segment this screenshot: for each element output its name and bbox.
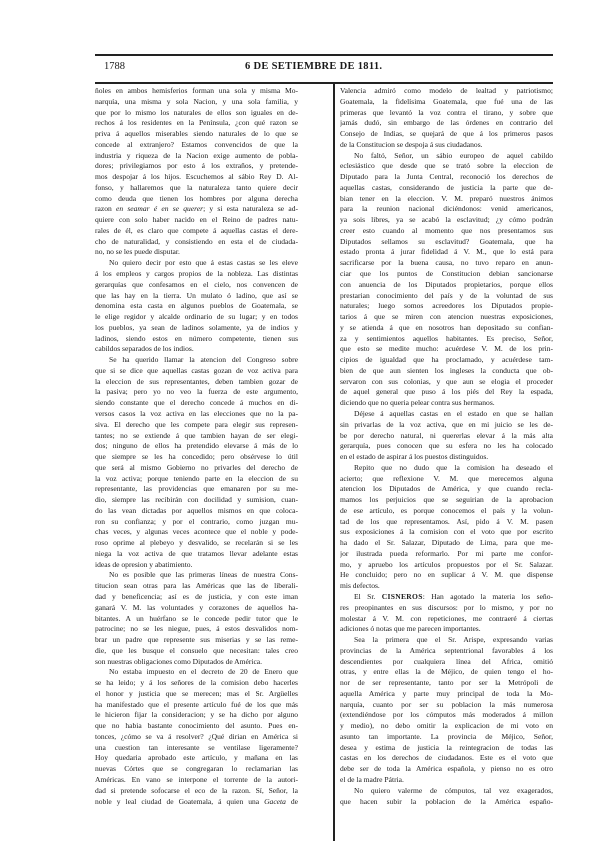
page-number: 1788 [104,61,125,72]
text-line [95,204,298,215]
text-run: ñoles en ambos hemisferios forman una sola y misma Mo- [95,86,298,95]
text-line [340,280,553,291]
text-line [95,646,298,657]
text-run: molestar á V. M. con repeticiones, me contraeré á ciertas [340,613,553,623]
text-run: ladinos, siendo estos en número competente, tienen sus [95,333,298,343]
text-line [95,517,298,528]
text-line [340,237,553,248]
text-run: Valencia admiró como modelo de lealtad y patriotismo; [340,86,553,95]
text-run: la eleccion de sus representantes, deben tambien gozar de [95,376,298,386]
text-run: con anuencia de los Diputados propietarios, porque ellos [340,279,553,289]
text-run: aquellas castas, considerando de justicia la parte que de- [340,182,553,192]
text-run: prestarian conocimiento del país y de la voluntad de sus [340,290,553,300]
text-line [95,420,298,431]
text-line [95,506,298,517]
text-run: Diputados sellamos su esclavitud? Goatemala, que ha [340,236,553,246]
text-line [95,495,298,506]
text-line [95,786,298,797]
text-line [95,635,298,646]
text-line [340,495,553,506]
text-run: tantes; no se extiende á que tambien hayan de ser elegi- [95,430,298,440]
text-run: He concluido; pero no en suplicar á V. M. que dispense [340,570,553,580]
text-run: no, no se les puede disputar. [95,247,180,257]
text-line [95,732,298,743]
text-run: industria y riqueza de la Nacion exige aumento de pobla- [95,150,298,160]
text-run: cho de naturalidad, y consistiendo en esta el de ciudada- [95,236,298,246]
text-run: debe ser de toda la América española, y pienso no es otro [340,764,553,774]
text-line [95,355,298,366]
text-run: á los empleos y cargos propios de la nobleza. Las distintas [95,269,298,279]
italic-phrase: Gaceta [264,796,286,806]
text-line [95,312,298,323]
text-line [340,247,553,258]
text-line [340,646,553,657]
text-run: razon [95,204,116,214]
text-line [340,710,553,721]
text-run: el de la madre Pátria. [340,775,404,784]
text-run: gerarquías que confesamos en el cielo, nos convencen de [95,279,298,289]
text-line [95,592,298,603]
text-line [95,140,298,151]
text-run: za y sentimientos aquellos habitantes. Es preciso, Señor, [340,333,553,343]
text-run: noble y leal ciudad de Goatemala, á quien una [95,796,265,806]
text-run: sin privarlas de la voz activa, que en mi juicio se les de- [340,419,553,429]
text-line [340,560,553,571]
text-line [340,517,553,528]
text-line [340,183,553,194]
text-run: servaron con sus colonias, y que aun se elogia el proceder [340,376,553,386]
text-run: ha manifestado que el presente artículo fué de los que más [95,699,298,709]
text-run: mamos los perjuicios que se seguirian de la aprobacion [340,495,553,505]
text-line [340,226,553,237]
text-run: versos casos la voz activa en las elecciones que no la pa- [95,408,298,418]
text-run: de aquel general que puso á los piés del Rey la espada, [340,387,553,397]
text-run: dad y beneficencia; así es de justicia, y con este iman [95,591,298,601]
text-line [340,377,553,388]
text-line [340,334,553,345]
text-run: diciendo que no queria pelear contra sus hermanos. [340,398,495,408]
running-head-date: 6 DE SETIEMBRE DE 1811. [245,61,383,72]
text-run: siva. El derecho que les compete para elegir sus represen- [95,419,298,429]
text-line [95,441,298,452]
text-line [340,538,553,549]
page-header [95,54,553,84]
text-run: bian tener en la eleccion. V. M. preparó nuestros ánimos [340,193,553,203]
text-run: que será al mismo Gobierno no privarles del derecho de [95,462,298,472]
text-line [95,237,298,248]
text-run: eclesiástico que desde que se trató sobre la eleccion de [340,161,553,171]
text-run: tarios á que se miren con atencion nuestras exposiciones, [340,312,553,322]
text-line [95,527,298,538]
text-run: quiere con solo haber nacido en el Reino de padres natu- [95,215,298,225]
text-run: representante, las providencias que emanaren por su me- [95,484,298,494]
text-line [340,797,553,808]
text-line [340,635,553,646]
text-run: die, que les busque el consuelo que necesitan: tales creo [95,645,298,655]
text-run: ideas de opresion y abatimiento. [95,559,193,569]
text-line [95,764,298,775]
text-line [340,700,553,711]
text-line [95,97,298,108]
text-line [340,624,553,635]
text-run: jamás dudó, sin embargo de las órdenes en contrario del [340,118,553,128]
text-line [340,743,553,754]
text-line [340,291,553,302]
text-line [95,409,298,420]
text-run: No quiero valerme de cómputos, tal vez exagerados, [354,785,553,795]
text-run: chas veces, y algunas veces acontece que el noble y pode- [95,527,298,537]
italic-phrase: en seamar é en se querer [116,204,204,214]
text-run: acierto; que reflexione V. M. que merecemos alguna [340,473,553,483]
text-line [340,689,553,700]
text-line [340,194,553,205]
text-run: que esto se medite mucho: acuérdese V. M. de los prin- [340,344,553,354]
text-run: creer esto cuando al momento que nos presentamos sus [340,225,553,235]
text-run: cabildos separados de los indios. [95,344,194,354]
text-line [340,108,553,119]
text-line [340,441,553,452]
text-line [95,247,298,258]
text-line [95,129,298,140]
text-run: adiciones ó notas que me parecen importantes. [340,624,481,634]
text-line [95,560,298,571]
text-line [95,689,298,700]
text-line [340,151,553,162]
text-run: concede al extranjero? Estamos convencidos de que la [95,139,298,149]
text-run: res preopinantes en sus discursos: por lo mismo, y por no [340,602,553,612]
text-line [95,484,298,495]
text-line [95,344,298,355]
text-run: Diputado para la Junta Central, reconoció los derechos de [340,172,553,182]
text-run: otras, y entre ellas la de Méjico, de quien tengo el ho- [340,667,553,677]
text-line [340,129,553,140]
text-run: que hacen subir la poblacion de la América españo- [340,796,553,806]
text-run: cipios de igualdad que ha proclamado, y acuérdese tam- [340,355,553,365]
text-line [340,344,553,355]
text-line [95,183,298,194]
text-run: No faltó, Señor, un sábio europeo de aquel cabildo [354,150,553,160]
text-run: gerarquía, pues conocen que su esfera no les ha colocado [340,441,553,451]
text-line [340,431,553,442]
text-line [340,301,553,312]
text-line [340,570,553,581]
text-run: brar un padre que represente sus miserias y se las reme- [95,635,298,645]
text-line [95,581,298,592]
text-run: en el estado de aspirar á los puestos distinguidos. [340,452,489,462]
text-run: El Sr. [354,591,382,601]
text-run: asunto tan importante. La provincia de Méjico, Señor, [340,731,553,741]
text-line [95,775,298,786]
text-run: estado pronta á jurar fidelidad á V. M., que lo está para [340,247,553,257]
text-run: naturales; luego somos acreedores los Diputados propie- [340,301,553,311]
text-run: la voz activa; porque teniendo parte en la eleccion de su [95,473,298,483]
text-line [340,732,553,743]
text-line [340,527,553,538]
text-run: priva á aquellos miserables siendo naturales de lo que se [95,129,298,139]
text-run: de ese artículo, es porque conocemos el país y la volun- [340,505,553,515]
text-run: son nuestras obligaciones como Diputados de América. [95,656,263,666]
text-run: sacrificarse por la buena causa, no tuvo reparo en anun- [340,258,553,268]
text-line [95,657,298,668]
text-line [95,377,298,388]
text-line [340,215,553,226]
text-line [95,463,298,474]
text-run: atencion los Diputados de América, y que cuando recla- [340,484,553,494]
text-line [340,420,553,431]
text-line [340,603,553,614]
text-line [340,786,553,797]
text-line [95,452,298,463]
text-line [95,387,298,398]
text-run: provincias de la América septentrional favorables á los [340,645,553,655]
text-run: Repito que no dudo que la comision ha deseado el [354,462,553,472]
text-line [95,797,298,808]
text-run: desea y estima de justicia la reintegracion de todas las [340,742,553,752]
text-run: una cuestion tan interesante se ventilase ligeramente? [95,742,298,752]
text-run: que por lo mismo los naturales de ellos son iguales en de- [95,107,298,117]
text-line [340,323,553,334]
text-run: ganará V. M. las voluntades y corazones de aquellos ha- [95,602,298,612]
text-run: el honor y justicia que se merecen; mas el Sr. Argüelles [95,688,298,698]
text-line [340,269,553,280]
text-run: tad de los que representamos. Así, pido á V. M. pasen [340,516,553,526]
text-run: que no habia bastante conocimiento del asunto. Pues en- [95,721,298,731]
text-line [95,538,298,549]
text-line [95,194,298,205]
text-run: dio, siempre las recibirán con docilidad y sumision, cuan- [95,495,298,505]
text-line [340,452,553,463]
text-line [340,581,553,592]
text-run: do las vean dictadas por aquellos mismos en que coloca- [95,505,298,515]
text-line [340,549,553,560]
text-line [340,678,553,689]
text-line [340,86,553,97]
text-run: los pueblos, ya sean de ladinos solamente, ya de indios y [95,322,298,332]
text-line [340,387,553,398]
text-run: mis defectos. [340,581,380,591]
text-run: be por derecho natural, ni quererlas elevar á la más alta [340,430,553,440]
text-run: : Han agotado la materia los seño- [422,591,553,601]
text-run: de la Constitucion se despoja á sus ciudadanos. [340,139,483,149]
text-run: descendientes por cualquiera línea del Africa, omitió [340,656,553,666]
text-run: bien de que aun sienten los ingleses la conducta que ob- [340,365,553,375]
text-run: nuevas Córtes que se congregaran lo reclamarian las [95,764,298,774]
text-run: Consejo de Indias, se quejará de que á los primeros pasos [340,129,553,139]
text-run: como deuda que tienen los hombres por alguna derecha [95,193,298,203]
text-run: mo, y apruebo los artículos propuestos por el Sr. Salazar. [340,559,553,569]
text-line [340,463,553,474]
text-run: ya sois libres, ya se acabó la esclavitud; ¿y cómo podrán [340,215,553,225]
text-run: bitantes. A un huérfano se le concede pedir tutor que le [95,613,298,623]
text-run: narquía, cuanto por ser su poblacion la más numerosa [340,699,553,709]
text-line [340,204,553,215]
text-run: No es posible que las primeras líneas de nuestra Cons- [109,570,298,580]
text-run: le hicieron fijar la consideracion; y se ha dicho por alguno [95,710,298,720]
text-run: mos despojar á los hijos. Escuchemos al sábio Rey D. Al- [95,172,298,182]
left-column [95,86,298,807]
text-line [340,753,553,764]
text-line [95,700,298,711]
text-run: rales de él, es claro que compete á aquellas castas el dere- [95,225,298,235]
text-run: ciar que los puntos de Constitucion debian sancionarse [340,269,553,279]
text-run: Sea la primera que el Sr. Arispe, expresando varias [354,635,553,645]
text-run: dores; privilegiamos por esto á los extraños, y pretende- [95,161,298,171]
text-line [95,624,298,635]
text-line [95,570,298,581]
text-line [95,291,298,302]
text-line [340,161,553,172]
text-line [95,226,298,237]
text-line [95,269,298,280]
text-line [95,118,298,129]
text-line [340,172,553,183]
text-line [95,474,298,485]
text-line [95,323,298,334]
text-run: No estaba impuesto en el decreto de 20 de Enero que [109,667,298,677]
text-line [95,678,298,689]
text-run: para la reunion nacional diciéndonos: venid americanos, [340,204,553,214]
text-line [95,366,298,377]
text-run: No quiero decir por esto que á estas castas se les eleve [109,258,298,268]
text-run: ; y si esta naturaleza se ad- [203,204,298,214]
text-run: aquella América y parte muy principal de toda la Mo- [340,688,553,698]
text-line [340,409,553,420]
text-line [95,431,298,442]
text-line [340,592,553,603]
right-column [340,86,553,807]
text-run: primeras que levantó la voz contra el tirano, y sobre que [340,107,553,117]
text-line [95,280,298,291]
text-run: de [285,796,298,806]
text-line [340,474,553,485]
text-run: Se ha querido llamar la atencion del Congreso sobre [109,355,298,365]
text-run: Goatemala, la fidelísima Goatemala, que fué una de las [340,96,553,106]
text-run: y se atienda á que en nosotros han depositado su confian- [340,322,553,332]
text-line [340,355,553,366]
text-run: sus exposiciones á la comision con el voto que por escrito [340,527,553,537]
text-line [340,312,553,323]
text-line [340,140,553,151]
text-line [340,775,553,786]
text-run: nor de ser representante, tanto por ser la Metrópoli de [340,678,553,688]
text-line [95,151,298,162]
text-line [95,334,298,345]
text-run: narquía, una misma y sola Nacion, y una sola familia, y [95,96,298,106]
text-line [95,108,298,119]
text-line [95,161,298,172]
text-line [95,710,298,721]
text-run: dos; ninguno de ellos ha pretendido elevarse á más de lo [95,441,298,451]
text-run: ha dado el Sr. Salazar, Diputado de Lima, para que me- [340,538,553,548]
text-line [340,657,553,668]
text-run: Hoy quedaria aprobado este artículo, y mañana en las [95,753,298,763]
text-line [95,172,298,183]
text-run: siendo constante que el derecho concede á muchos en di- [95,398,298,408]
speaker-name: CISNEROS [381,591,423,601]
text-line [340,506,553,517]
text-run: rechos á los residentes en la Península, ¿con qué razon se [95,118,298,128]
text-run: denomina esta casta en algunos pueblos de Goatemala, se [95,301,298,311]
text-run: que si se dice que aquellas castas gozan de voz activa para [95,365,298,375]
text-line [340,118,553,129]
text-run: castas en los derechos de ciudadanos. Este es el voto que [340,753,553,763]
text-line [340,667,553,678]
text-run: Américas. En vano se interpone el torrente de la autori- [95,775,298,784]
text-line [95,398,298,409]
text-run: tonces, ¿cómo se va á resolver? ¿Qué dirian en América si [95,731,298,741]
text-run: se ha leido; y á los señores de la comision debo hacerles [95,678,298,688]
text-line [340,614,553,625]
text-line [95,614,298,625]
text-line [95,743,298,754]
text-run: niega la voz activa de que tratamos llevar adelante estas [95,548,298,558]
text-run: fonso, y hallaremos que la naturaleza tanto quiere decir [95,182,298,192]
text-line [95,721,298,732]
column-divider [333,84,335,841]
text-line [340,366,553,377]
text-line [95,549,298,560]
text-line [95,753,298,764]
text-line [95,667,298,678]
text-run: ron su confianza; y por el contrario, como juzgan mu- [95,516,298,526]
text-line [95,215,298,226]
text-line [340,721,553,732]
text-run: que las hay en la tierra. Un mulato ó ladino, que así se [95,290,298,300]
text-run: Déjese á aquellas castas en el estado en que se hallan [354,408,553,418]
text-run: la pasiva; pero yo no veo la fuerza de este argumento, [95,387,298,397]
text-run: (extendiéndose por los cómputos más moderados á millon [340,710,553,720]
text-line [340,258,553,269]
text-line [95,603,298,614]
text-run: dad si pretende sofocarse el eco de la razon. Sí, Señor, la [95,785,298,795]
text-run: le elige regidor y alcalde ordinario de su lugar; y en todos [95,312,298,322]
text-line [95,258,298,269]
text-run: patrocine; no se les niegue, pues, á estos desvalidos nom- [95,624,298,634]
text-run: titucion sean otras para las Américas que las de liberali- [95,581,298,591]
text-line [95,86,298,97]
text-line [95,301,298,312]
text-run: roso oprime al plebeyo y desvalido, se recelarán si se les [95,538,298,548]
text-line [340,97,553,108]
text-run: y medio), no debo omitir la explicacion de mi voto en [340,721,553,731]
text-run: que siempre se les ha concedido; pero obsérvese lo útil [95,452,298,462]
text-line [340,764,553,775]
text-line [340,398,553,409]
text-line [340,484,553,495]
text-run: jor ilustrada pueda reformarlo. Por mi parte me confor- [340,548,553,558]
